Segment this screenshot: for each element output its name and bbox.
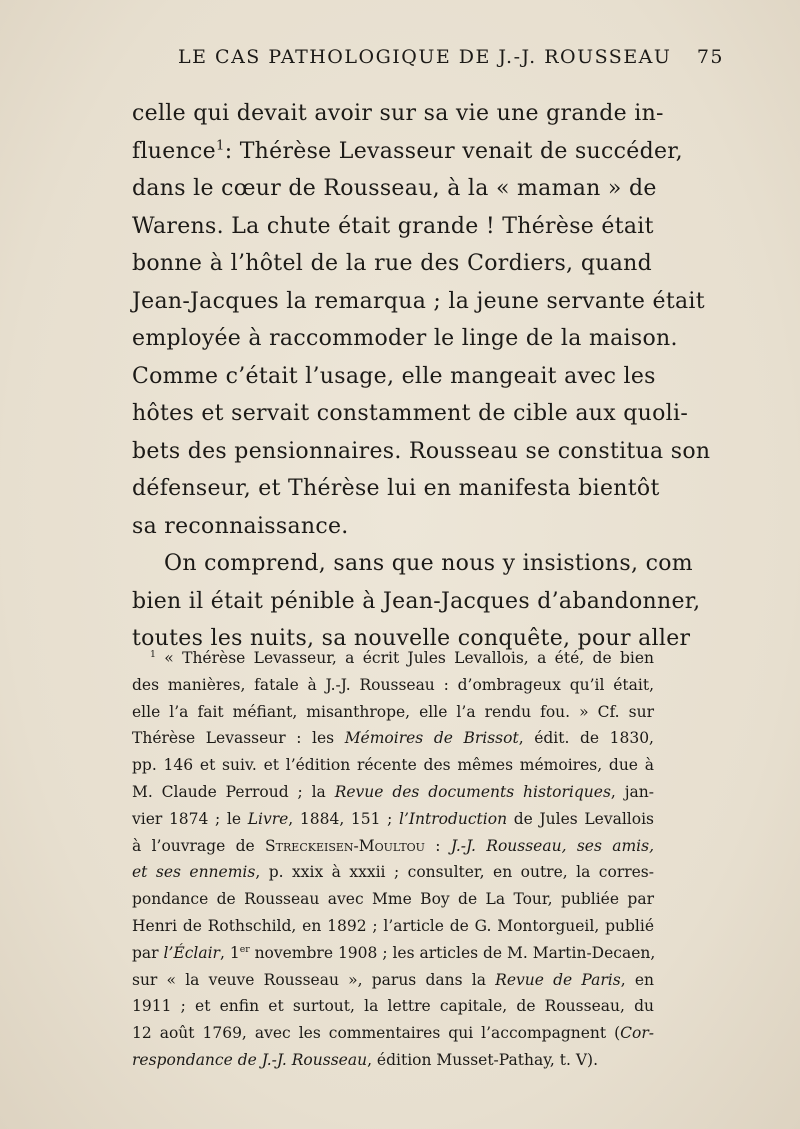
book-title: J.-J. Rousseau, ses amis,	[450, 836, 655, 855]
text-line: On comprend, sans que nous y insistions, com	[164, 551, 693, 576]
text-fragment: , édit. de 1830,	[518, 729, 654, 748]
footnote-reference: 1	[215, 138, 225, 154]
text-line: employée à raccommoder le linge de la maison.	[132, 326, 678, 351]
book-title: l’Introduction	[399, 809, 508, 828]
text-fragment: « Thérèse Levasseur, a écrit Jules Levallois, a été, de bien	[164, 649, 654, 667]
journal-title: l’Éclair	[163, 943, 220, 962]
footnote	[132, 645, 654, 1074]
text-fragment: par	[132, 943, 159, 962]
footnote-number: 1	[150, 648, 156, 660]
footnote-line	[132, 645, 654, 672]
text-fragment: novembre 1908 ; les articles de M. Martin-Decaen,	[249, 943, 656, 962]
journal-title: Livre	[247, 809, 289, 828]
footnote-line	[132, 1047, 654, 1074]
text-fragment: Thérèse Levasseur : les	[132, 729, 335, 748]
text-line: toutes les nuits, sa nouvelle conquête, pour aller	[132, 626, 691, 651]
text-fragment: , 1	[219, 943, 240, 962]
text-fragment: fluence	[132, 138, 216, 164]
text-line: hôtes et servait constamment de cible aux quoli-	[132, 401, 689, 426]
text-line: bonne à l’hôtel de la rue des Cordiers, quand	[132, 251, 652, 276]
text-line: Comme c’était l’usage, elle mangeait avec les	[132, 363, 656, 389]
text-fragment: , en	[620, 970, 654, 989]
running-title: LE CAS PATHOLOGIQUE DE J.-J. ROUSSEAU	[178, 46, 672, 68]
footnote-line: elle l’a fait méfiant, misanthrope, elle l’a rendu fou. » Cf. sur	[132, 702, 654, 721]
book-title: Mémoires de Brissot	[344, 729, 519, 748]
footnote-line: Henri de Rothschild, en 1892 ; l’article de G. Montorgueil, publié	[132, 916, 654, 935]
text-line: bets des pensionnaires. Rousseau se constitua son	[132, 438, 711, 464]
footnote-line	[132, 779, 654, 806]
text-fragment: : Thérèse Levasseur venait de succéder,	[224, 138, 683, 164]
text-line: bien il était pénible à Jean-Jacques d’abandonner,	[132, 588, 701, 614]
text-line: Jean-Jacques la remarqua ; la jeune servante était	[132, 288, 705, 314]
journal-title: Revue des documents historiques	[334, 782, 611, 801]
text-line: dans le cœur de Rousseau, à la « maman » de	[132, 176, 657, 201]
text-fragment: , 1884, 151 ;	[288, 809, 393, 828]
text-line: sa reconnaissance.	[132, 513, 349, 539]
footnote-line	[132, 940, 654, 967]
text-line: celle qui devait avoir sur sa vie une grande in-	[132, 101, 664, 126]
text-line: défenseur, et Thérèse lui en manifesta bientôt	[132, 476, 660, 501]
page-number: 75	[696, 46, 724, 68]
book-title: Cor-	[620, 1024, 654, 1043]
footnote-line	[132, 967, 654, 994]
book-title: et ses ennemis	[132, 863, 256, 882]
footnote-line	[132, 1020, 654, 1047]
footnote-line	[132, 833, 654, 860]
journal-title: Revue de Paris	[495, 970, 621, 989]
text-fragment: de Jules Levallois	[507, 809, 655, 828]
book-title: respondance de J.-J. Rousseau	[132, 1050, 368, 1069]
text-fragment: :	[424, 836, 451, 855]
text-fragment: à l’ouvrage de	[132, 836, 255, 855]
footnote-line: pondance de Rousseau avec Mme Boy de La Tour, publiée par	[132, 890, 654, 909]
text-fragment: , jan-	[610, 782, 654, 801]
ordinal-suffix: er	[239, 943, 250, 955]
text-fragment: 12 août 1769, avec les commentaires qui l’accompagnent (	[132, 1024, 621, 1043]
author-name: Streckeisen-Moultou	[265, 836, 425, 855]
footnote-line	[132, 859, 654, 886]
footnote-line	[132, 806, 654, 833]
footnote-line: pp. 146 et suiv. et l’édition récente des mêmes mémoires, due à	[132, 756, 654, 775]
footnote-line: des manières, fatale à J.-J. Rousseau : d’ombrageux qu’il était,	[132, 675, 654, 694]
text-fragment: sur « la veuve Rousseau », parus dans la	[132, 970, 486, 989]
text-fragment: M. Claude Perroud ; la	[132, 782, 326, 801]
footnote-line: 1911 ; et enfin et surtout, la lettre capitale, de Rousseau, du	[132, 997, 654, 1016]
text-line	[132, 133, 683, 171]
text-line: Warens. La chute était grande ! Thérèse était	[132, 213, 654, 239]
text-fragment: vier 1874 ; le	[132, 809, 242, 828]
text-fragment: , p. xxix à xxxii ; consulter, en outre, la corres-	[255, 863, 654, 882]
footnote-line	[132, 725, 654, 752]
running-header	[172, 46, 732, 76]
text-fragment: , édition Musset-Pathay, t. V).	[367, 1050, 599, 1069]
